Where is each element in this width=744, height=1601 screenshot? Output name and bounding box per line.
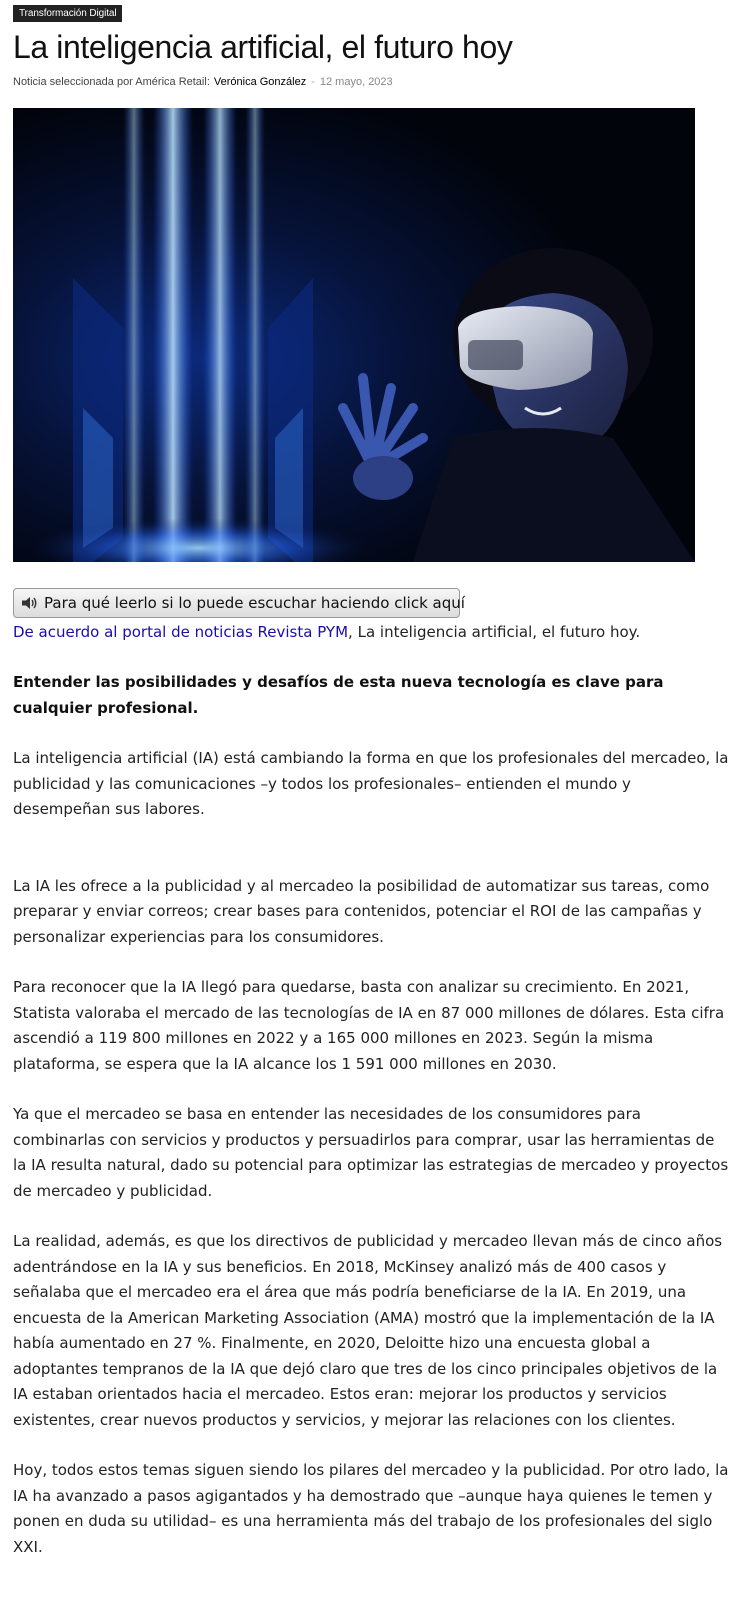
- source-link[interactable]: De acuerdo al portal de noticias Revista PYM: [13, 623, 349, 641]
- paragraph: Para reconocer que la IA llegó para quedarse, basta con analizar su crecimiento. En 2021, Statista valoraba el mercado de las tecnologías de IA en 87 000 millones de dólares. Esta cifra ascendió a 119 800 millones en 2022 y a 165 000 millones en 2023. Según la misma plataforma, se espera que la IA alcance los 1 591 000 millones en 2030.: [13, 978, 725, 1073]
- paragraph: La realidad, además, es que los directivos de publicidad y mercadeo llevan más de cinco años adentrándose en la IA y sus beneficios. En 2018, McKinsey analizó más de 400 casos y señalaba que el mercadeo era el área que más podría beneficiarse de la IA. En 2019, una encuesta de la American Marketing Association (AMA) mostró que la implementación de la IA había aumentado en 27 %. Finalmente, en 2020, Deloitte hizo una encuesta global a adoptantes tempranos de la IA que dejó claro que tres de los cinco principales objetivos de la IA estaban orientados hacia el mercadeo. Estos eran: mejorar los productos y servicios existentes, crear nuevos productos y servicios, y mejorar las relaciones con los clientes.: [13, 1232, 723, 1429]
- paragraph: Hoy, todos estos temas siguen siendo los pilares del mercadeo y la publicidad. Por otro lado, la IA ha avanzado a pasos agigantados y ha demostrado que –aunque haya quienes le temen y ponen en duda su utilidad– es una herramienta más del trabajo de los profesionales del siglo XXI.: [13, 1461, 729, 1556]
- hero-image: [13, 108, 695, 562]
- author-link[interactable]: Verónica González: [213, 76, 307, 88]
- article-lead: Entender las posibilidades y desafíos de esta nueva tecnología es clave para cualquier profesional.: [13, 673, 664, 717]
- source-line: [13, 621, 731, 643]
- meta-separator: -: [311, 76, 315, 88]
- article-body: [13, 670, 731, 1560]
- listen-button[interactable]: [13, 588, 465, 618]
- meta-prefix: Noticia seleccionada por América Retail:: [13, 76, 210, 88]
- speaker-icon: [20, 594, 38, 612]
- article-meta: [13, 75, 393, 89]
- paragraph: Ya que el mercadeo se basa en entender las necesidades de los consumidores para combinarlas con servicios y productos y persuadirlos para comprar, usar las herramientas de la IA resulta natural, dado su potencial para optimizar las estrategias de mercadeo y proyectos de mercadeo y publicidad.: [13, 1105, 729, 1200]
- publish-date: 12 mayo, 2023: [319, 76, 393, 88]
- category-badge[interactable]: Transformación Digital: [13, 5, 122, 22]
- listen-button-label: Para qué leerlo si lo puede escuchar haciendo click aquí: [44, 594, 465, 612]
- paragraph: La IA les ofrece a la publicidad y al mercadeo la posibilidad de automatizar sus tareas, como preparar y enviar correos; crear bases para contenidos, potenciar el ROI de las campañas y personalizar experiencias para los consumidores.: [13, 876, 710, 946]
- paragraph: La inteligencia artificial (IA) está cambiando la forma en que los profesionales del mercadeo, la publicidad y las comunicaciones –y todos los profesionales– entienden el mundo y desempeñan sus labores.: [13, 749, 729, 818]
- source-rest: , La inteligencia artificial, el futuro hoy.: [348, 623, 641, 641]
- article-title: La inteligencia artificial, el futuro hoy: [13, 29, 513, 65]
